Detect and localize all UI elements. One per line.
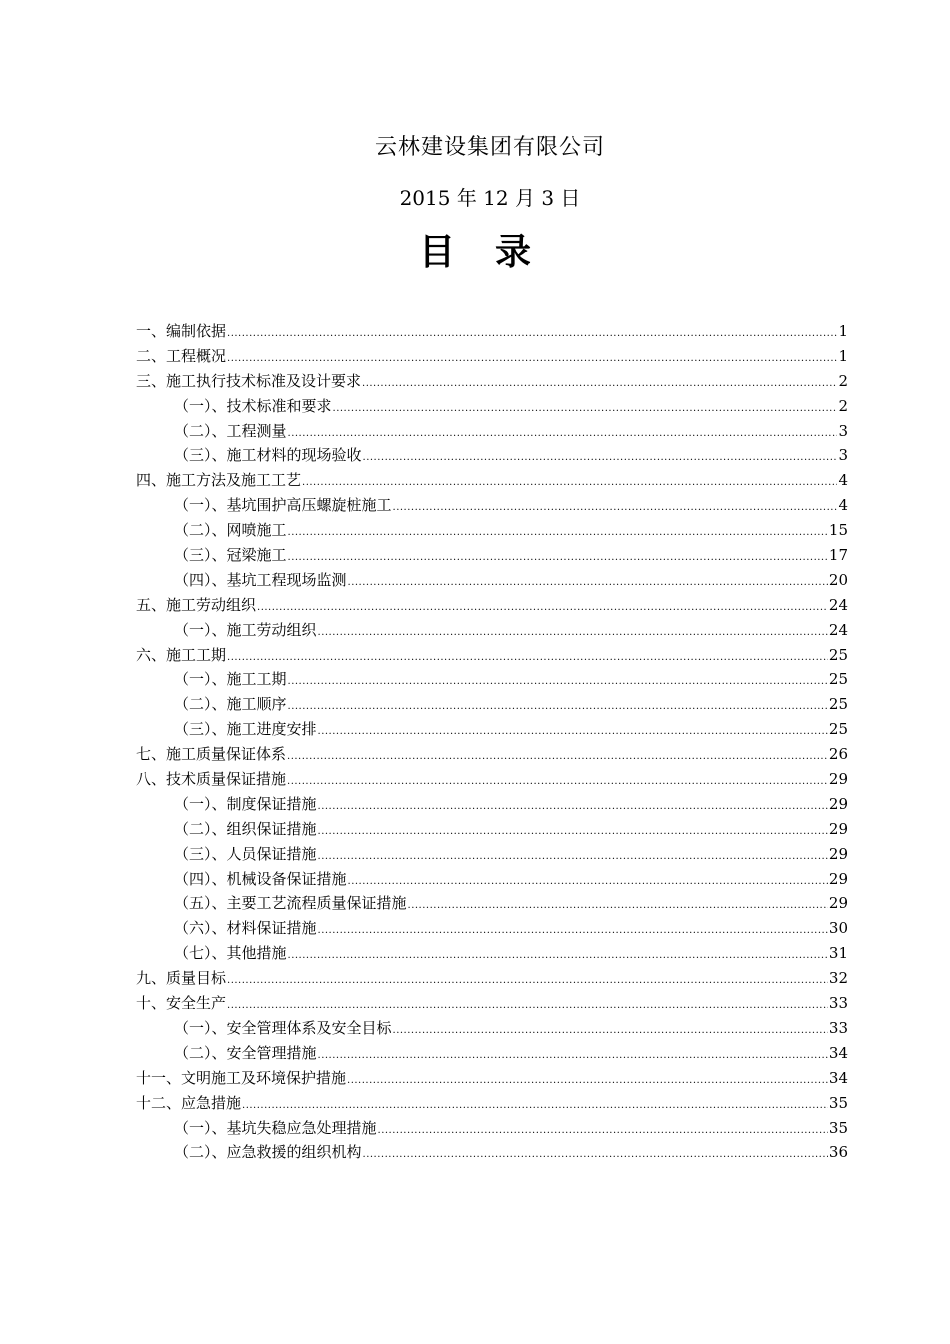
toc-entry-label: （一）、制度保证措施: [174, 794, 317, 813]
toc-entry-label: （一）、安全管理体系及安全目标: [174, 1018, 392, 1037]
toc-entry-label: （二）、施工顺序: [174, 695, 287, 714]
table-of-contents: [136, 319, 848, 1165]
toc-entry[interactable]: [136, 493, 848, 518]
toc-entry[interactable]: [136, 468, 848, 493]
toc-entry-page: 29: [828, 770, 848, 789]
toc-entry-label: （三）、人员保证措施: [174, 844, 317, 863]
toc-entry-page: 26: [828, 745, 848, 764]
toc-leader-dots: [288, 695, 828, 720]
toc-entry[interactable]: [136, 667, 848, 692]
toc-leader-dots: [363, 446, 838, 471]
toc-entry[interactable]: [136, 1091, 848, 1116]
toc-entry-label: 七、施工质量保证体系: [136, 745, 287, 764]
toc-leader-dots: [378, 1119, 828, 1144]
toc-entry[interactable]: [136, 568, 848, 593]
toc-entry-page: 29: [828, 894, 848, 913]
toc-entry-label: 八、技术质量保证措施: [136, 770, 287, 789]
toc-entry-label: （一）、技术标准和要求: [174, 396, 332, 415]
toc-entry-page: 30: [828, 919, 848, 938]
toc-entry-page: 34: [828, 1043, 848, 1062]
toc-leader-dots: [362, 372, 837, 397]
toc-leader-dots: [318, 919, 828, 944]
toc-leader-dots: [318, 621, 828, 646]
toc-leader-dots: [318, 1044, 828, 1069]
toc-leader-dots: [393, 496, 838, 521]
toc-entry-page: 24: [828, 595, 848, 614]
toc-entry-page: 2: [838, 371, 848, 390]
toc-leader-dots: [227, 322, 837, 347]
toc-entry-label: （七）、其他措施: [174, 944, 287, 963]
toc-leader-dots: [318, 720, 828, 745]
toc-entry-page: 29: [828, 819, 848, 838]
toc-leader-dots: [288, 944, 828, 969]
toc-leader-dots: [348, 870, 828, 895]
toc-leader-dots: [318, 820, 828, 845]
toc-entry-label: 九、质量目标: [136, 969, 227, 988]
toc-entry-page: 4: [838, 496, 848, 515]
toc-entry-page: 3: [838, 446, 848, 465]
toc-leader-dots: [333, 397, 838, 422]
toc-entry-label: 五、施工劳动组织: [136, 595, 257, 614]
toc-entry[interactable]: [136, 916, 848, 941]
toc-leader-dots: [318, 845, 828, 870]
company-name: 云林建设集团有限公司: [374, 135, 605, 160]
toc-entry[interactable]: [136, 593, 848, 618]
toc-entry[interactable]: [136, 518, 848, 543]
toc-entry[interactable]: [136, 1140, 848, 1165]
toc-entry[interactable]: [136, 742, 848, 767]
toc-entry-label: （三）、施工进度安排: [174, 720, 317, 739]
toc-entry-label: （一）、基坑失稳应急处理措施: [174, 1118, 377, 1137]
toc-entry-label: 六、施工工期: [136, 645, 227, 664]
toc-entry[interactable]: [136, 717, 848, 742]
toc-entry[interactable]: [136, 1016, 848, 1041]
toc-entry-page: 17: [828, 546, 848, 565]
toc-entry-label: （五）、主要工艺流程质量保证措施: [174, 894, 407, 913]
toc-entry-label: （二）、应急救援的组织机构: [174, 1143, 362, 1162]
toc-leader-dots: [348, 571, 828, 596]
toc-entry[interactable]: [136, 419, 848, 444]
toc-entry-label: 十二、应急措施: [136, 1093, 242, 1112]
toc-leader-dots: [363, 1143, 828, 1168]
toc-entry-page: 29: [828, 844, 848, 863]
toc-entry-page: 33: [828, 994, 848, 1013]
toc-entry[interactable]: [136, 891, 848, 916]
toc-entry-label: （四）、基坑工程现场监测: [174, 570, 347, 589]
toc-entry-label: （三）、施工材料的现场验收: [174, 446, 362, 465]
toc-leader-dots: [393, 1019, 828, 1044]
toc-entry-label: （六）、材料保证措施: [174, 919, 317, 938]
toc-entry-page: 24: [828, 620, 848, 639]
toc-leader-dots: [287, 770, 828, 795]
toc-entry[interactable]: [136, 1116, 848, 1141]
toc-entry-page: 36: [828, 1143, 848, 1162]
toc-entry-label: 十一、文明施工及环境保护措施: [136, 1068, 347, 1087]
toc-entry-page: 25: [828, 695, 848, 714]
toc-entry-page: 25: [828, 670, 848, 689]
toc-leader-dots: [227, 646, 828, 671]
toc-entry[interactable]: [136, 842, 848, 867]
toc-entry-page: 25: [828, 720, 848, 739]
toc-title: 目录: [418, 231, 571, 273]
toc-entry-label: 三、施工执行技术标准及设计要求: [136, 371, 362, 390]
toc-leader-dots: [347, 1069, 828, 1094]
toc-entry-label: （二）、组织保证措施: [174, 819, 317, 838]
toc-entry-page: 2: [838, 396, 848, 415]
toc-entry[interactable]: [136, 817, 848, 842]
toc-entry[interactable]: [136, 1066, 848, 1091]
toc-entry-page: 29: [828, 869, 848, 888]
toc-entry-page: 3: [838, 421, 848, 440]
toc-entry[interactable]: [136, 344, 848, 369]
toc-entry-page: 20: [828, 570, 848, 589]
toc-entry[interactable]: [136, 643, 848, 668]
toc-entry-label: （三）、冠梁施工: [174, 546, 287, 565]
toc-entry[interactable]: [136, 941, 848, 966]
toc-entry[interactable]: [136, 966, 848, 991]
toc-entry-page: 31: [828, 944, 848, 963]
toc-entry[interactable]: [136, 319, 848, 344]
document-date: 2015 年 12 月 3 日: [399, 186, 581, 210]
toc-entry[interactable]: [136, 543, 848, 568]
toc-entry[interactable]: [136, 369, 848, 394]
toc-entry[interactable]: [136, 767, 848, 792]
toc-leader-dots: [408, 894, 828, 919]
toc-leader-dots: [288, 521, 828, 546]
toc-entry-label: 二、工程概况: [136, 346, 227, 365]
toc-entry[interactable]: [136, 991, 848, 1016]
toc-entry[interactable]: [136, 618, 848, 643]
toc-entry[interactable]: [136, 443, 848, 468]
toc-entry-label: （二）、工程测量: [174, 421, 287, 440]
toc-entry-label: （二）、网喷施工: [174, 521, 287, 540]
toc-entry-page: 35: [828, 1118, 848, 1137]
toc-leader-dots: [227, 969, 828, 994]
toc-entry-page: 29: [828, 794, 848, 813]
toc-leader-dots: [288, 546, 828, 571]
toc-entry-label: 四、施工方法及施工工艺: [136, 471, 302, 490]
toc-leader-dots: [288, 422, 838, 447]
toc-leader-dots: [288, 670, 828, 695]
toc-entry[interactable]: [136, 792, 848, 817]
toc-entry-label: （二）、安全管理措施: [174, 1043, 317, 1062]
toc-entry-page: 33: [828, 1018, 848, 1037]
toc-entry[interactable]: [136, 867, 848, 892]
toc-entry-label: （一）、施工工期: [174, 670, 287, 689]
toc-entry-page: 34: [828, 1068, 848, 1087]
toc-entry-label: 一、编制依据: [136, 322, 227, 340]
toc-leader-dots: [257, 596, 828, 621]
toc-entry-label: （四）、机械设备保证措施: [174, 869, 347, 888]
toc-entry-page: 32: [828, 969, 848, 988]
toc-entry-page: 25: [828, 645, 848, 664]
toc-entry-page: 1: [838, 346, 848, 365]
toc-leader-dots: [287, 745, 828, 770]
toc-entry-page: 4: [838, 471, 848, 490]
toc-entry[interactable]: [136, 394, 848, 419]
toc-entry-label: （一）、基坑围护高压螺旋桩施工: [174, 496, 392, 515]
toc-entry-page: 1: [838, 322, 848, 340]
toc-entry-page: 15: [828, 521, 848, 540]
toc-entry-label: 十、安全生产: [136, 994, 227, 1013]
toc-entry[interactable]: [136, 1041, 848, 1066]
toc-entry-label: （一）、施工劳动组织: [174, 620, 317, 639]
toc-leader-dots: [318, 795, 828, 820]
toc-entry-page: 35: [828, 1093, 848, 1112]
toc-entry[interactable]: [136, 692, 848, 717]
